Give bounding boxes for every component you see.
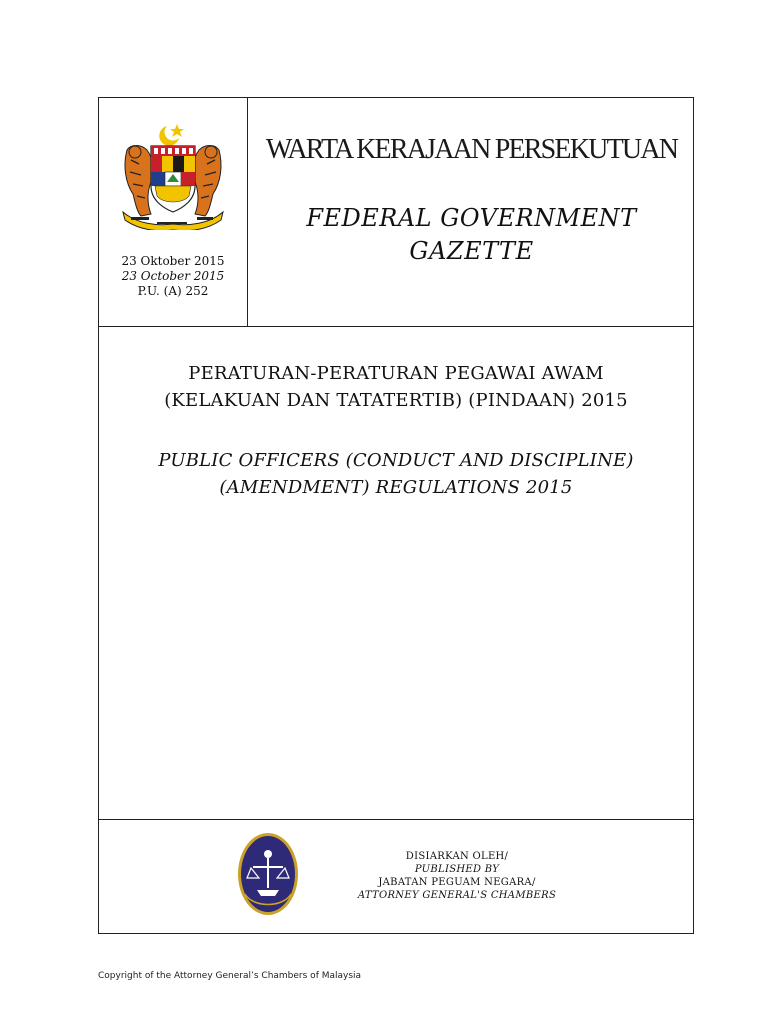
- pu-number: P.U. (A) 252: [137, 284, 209, 298]
- publisher-line-english: PUBLISHED BY: [414, 864, 500, 875]
- footer-divider: [99, 819, 693, 820]
- copyright-notice: Copyright of the Attorney General’s Chambers of Malaysia: [98, 971, 362, 981]
- regulation-title-english: [99, 447, 693, 501]
- gazette-title-english-line1: FEDERAL GOVERNMENT: [306, 204, 637, 232]
- date-malay: 23 Oktober 2015: [121, 254, 225, 268]
- regulation-title-malay-line1: PERATURAN-PERATURAN PEGAWAI AWAM: [188, 363, 604, 384]
- publisher-name-malay: JABATAN PEGUAM NEGARA/: [378, 877, 536, 888]
- coat-of-arms-icon: [117, 120, 229, 230]
- regulation-title-malay-line2: (KELAKUAN DAN TATATERTIB) (PINDAAN) 2015: [164, 390, 628, 411]
- attorney-general-logo-icon: [237, 832, 299, 916]
- gazette-title-english-line2: GAZETTE: [409, 237, 534, 265]
- regulation-title-english-line1: PUBLIC OFFICERS (CONDUCT AND DISCIPLINE): [158, 450, 634, 471]
- date-english: 23 October 2015: [121, 269, 225, 283]
- regulation-title-malay: [99, 360, 693, 414]
- crest-date-cell: [99, 98, 248, 326]
- publisher-block: [307, 850, 607, 902]
- gazette-title-cell: [248, 98, 695, 326]
- publisher-name-english: ATTORNEY GENERAL'S CHAMBERS: [357, 890, 557, 901]
- gazette-dates: [99, 254, 247, 299]
- gazette-title-english: [248, 202, 695, 268]
- regulation-title-english-line2: (AMENDMENT) REGULATIONS 2015: [219, 477, 573, 498]
- gazette-title-malay: WARTA KERAJAAN PERSEKUTUAN: [265, 134, 678, 165]
- gazette-header: [99, 98, 693, 327]
- regulation-title-block: [99, 360, 693, 501]
- publisher-line-malay: DISIARKAN OLEH/: [405, 851, 509, 862]
- gazette-cover-frame: [98, 97, 694, 934]
